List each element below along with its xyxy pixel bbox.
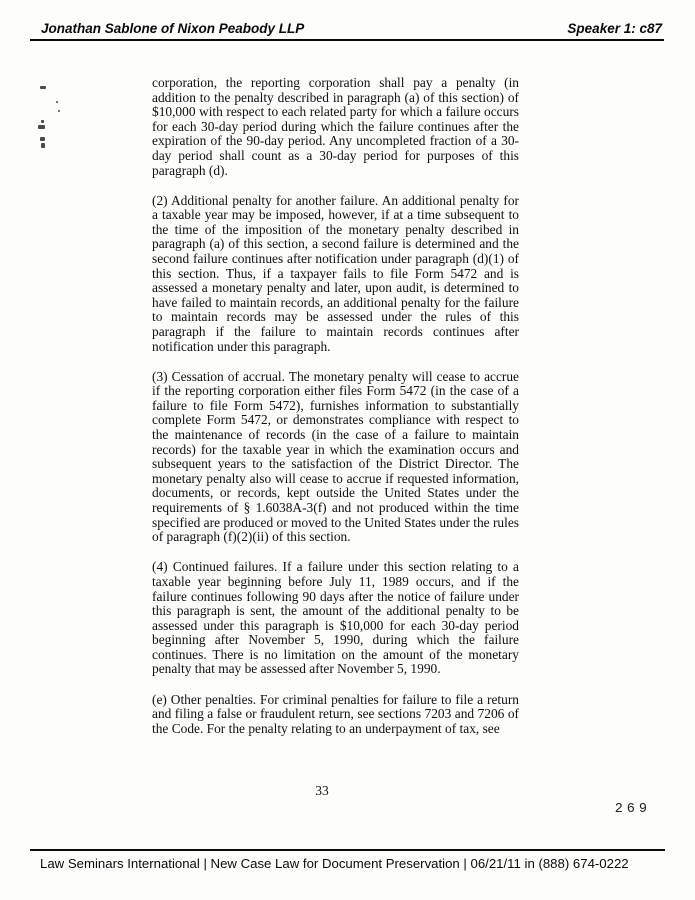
- header-author: Jonathan Sablone of Nixon Peabody LLP: [41, 21, 305, 36]
- footer-text: Law Seminars International | New Case Law for Document Preservation | 06/21/11 in (888) 674-0222: [40, 856, 629, 871]
- bates-number: 269: [614, 802, 651, 817]
- body-paragraph: (3) Cessation of accrual. The monetary penalty will cease to accrue if the reporting corporation either files Form 5472 (in the case of a failure to file Form 5472), furnishes information to substantially complete Form 5472, or demonstrates compliance with respect to the maintenance of records (in the case of a failure to maintain records) for the taxable year in which the examination occurs and subsequent years to the satisfaction of the District Director. The monetary penalty also will cease to accrue if requested information, documents, or records, kept outside the United States under the requirements of § 1.6038A-3(f) and not produced within the time specified are produced or moved to the United States under the rules of paragraph (f)(2)(ii) of this section.: [152, 368, 520, 545]
- scan-speck: [58, 110, 60, 112]
- scan-speck: [41, 143, 45, 148]
- body-paragraph: corporation, the reporting corporation shall pay a penalty (in addition to the penalty described in paragraph (a) of this section) of $10,000 with respect to each related party for which a failure occurs for each 30-day period during which the failure continues after the expiration of the 90-day period. Any uncompleted fraction of a 30-day period shall count as a 30-day period for purposes of this paragraph (d).: [152, 75, 519, 178]
- scan-speck: [40, 137, 45, 141]
- scan-speck: [56, 101, 58, 103]
- scan-speck: [41, 120, 44, 123]
- document-body: [152, 76, 519, 752]
- header-speaker-label: Speaker 1: c87: [567, 21, 662, 36]
- body-paragraph: (e) Other penalties. For criminal penalties for failure to file a return and filing a false or fraudulent return, see sections 7203 and 7206 of the Code. For the penalty relating to an underpayment of tax, see: [152, 691, 519, 736]
- scan-speck: [38, 125, 45, 129]
- page-number: 33: [315, 783, 329, 798]
- scan-speck: [40, 86, 46, 89]
- body-paragraph: (4) Continued failures. If a failure under this section relating to a taxable year beginning before July 11, 1989 occurs, and if the failure continues following 90 days after the notice of failure under this paragraph is sent, the amount of the additional penalty to be assessed under this paragraph is $10,000 for each 30-day period beginning after November 5, 1990, during which the failure continues. There is no limitation on the amount of the monetary penalty that may be assessed after November 5, 1990.: [152, 559, 519, 677]
- page-header: [30, 21, 664, 41]
- body-paragraph: (2) Additional penalty for another failure. An additional penalty for a taxable year may be imposed, however, if at a time subsequent to the time of the imposition of the monetary penalty described in paragraph (a) of this section, a second failure is determined and the second failure continues after notification under paragraph (d)(1) of this section. Thus, if a taxpayer fails to file Form 5472 and is assessed a monetary penalty and later, upon audit, is determined to have failed to maintain records, an additional penalty for the failure to maintain records may be assessed under the rules of this paragraph if the failure to maintain records continues after notification under this paragraph.: [152, 192, 519, 354]
- page-footer: [30, 849, 665, 871]
